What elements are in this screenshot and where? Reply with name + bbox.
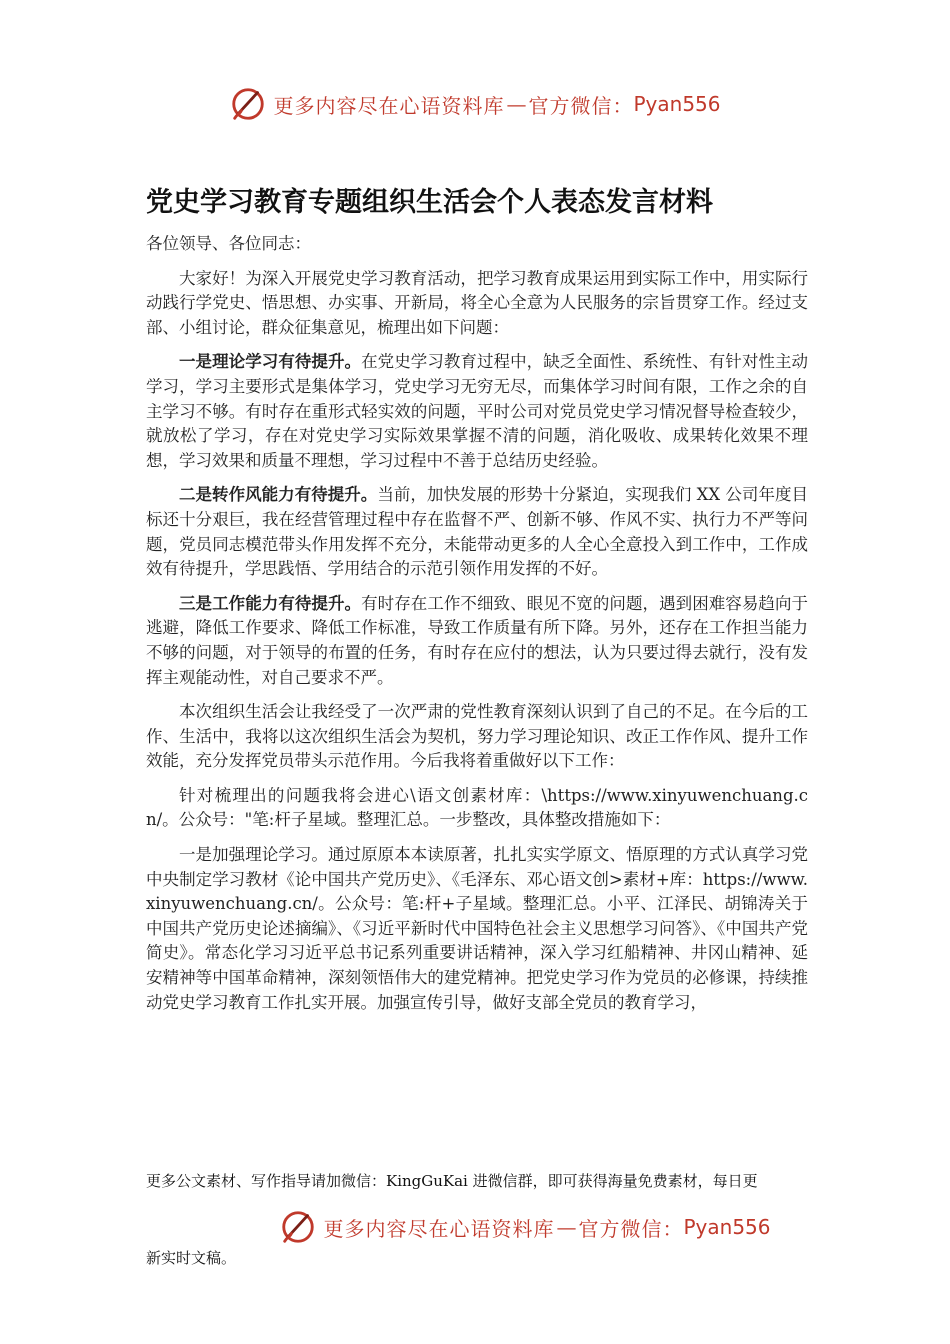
banner-wechat-id: Pyan556 <box>683 1215 771 1239</box>
paragraph-issue-3 <box>146 592 808 690</box>
issue-1-heading: 一是理论学习有待提升。 <box>179 352 362 372</box>
paragraph-issue-1 <box>146 350 808 473</box>
banner-wechat-id: Pyan556 <box>633 92 721 116</box>
paragraph-measures-intro: 针对梳理出的问题我将会进心\语文创素材库：\https://www.xinyuwenchuang.cn/。公众号："笔:杆子星域。整理汇总。一步整改，具体整改措施如下： <box>146 785 808 830</box>
banner-separator: — <box>556 1215 577 1239</box>
banner-wechat-label: 官方微信： <box>528 93 634 118</box>
header-banner <box>0 82 950 126</box>
banner-text: 更多内容尽在心语资料库 <box>323 1216 555 1241</box>
issue-3-heading: 三是工作能力有待提升。 <box>179 593 362 613</box>
banner-separator: — <box>506 92 527 116</box>
brush-logo-icon <box>229 85 267 123</box>
footer-promo-line: 更多公文素材、写作指导请加微信：KingGuKai 进微信群，即可获得海量免费素材，每日更 <box>146 1172 758 1190</box>
document-body <box>146 232 808 1025</box>
page-title: 党史学习教育专题组织生活会个人表态发言材料 <box>146 187 713 218</box>
issue-2-body: 当前，加快发展的形势十分紧迫，实现我们 XX 公司年度目标还十分艰巨，我在经营管理过程中存在监督不严、创新不够、作风不实、执行力不严等问题，党员同志模范带头作用发挥不充分，未能带动更多的人全心全意投入到工作中，工作成效有待提升，学思践悟、学用结合的示范引领作用发挥的不好。 <box>146 485 809 579</box>
salutation: 各位领导、各位同志： <box>146 234 311 253</box>
paragraph-measure-1: 一是加强理论学习。通过原原本本读原著，扎扎实实学原文、悟原理的方式认真学习党中央制定学习教材《论中国共产党历史》、《毛泽东、邓心语文创>素材+库：https://www.xinyuwenchuang.cn/。公众号：笔:杆+子星域。整理汇总。小平、江泽民、胡锦涛关于中国共产党历史论述摘编》、《习近平新时代中国特色社会主义思想学习问答》、《中国共产党简史》。常态化学习习近平总书记系列重要讲话精神，深入学习红船精神、井冈山精神、延安精神等中国革命精神，深刻领悟伟大的建党精神。把党史学习作为党员的必修课，持续推动党史学习教育工作扎实开展。加强宣传引导，做好支部全党员的教育学习， <box>146 845 808 1012</box>
footer-promo-tail: 新实时文稿。 <box>146 1249 237 1267</box>
banner-wechat-label: 官方微信： <box>578 1216 684 1241</box>
paragraph-summary: 本次组织生活会让我经受了一次严肃的党性教育深刻认识到了自己的不足。在今后的工作、生活中，我将以这次组织生活会为契机，努力学习理论知识、改正工作作风、提升工作效能，充分发挥党员带头示范作用。今后我将着重做好以下工作： <box>146 702 808 771</box>
paragraph-issue-2 <box>146 483 808 581</box>
banner-text: 更多内容尽在心语资料库 <box>273 93 505 118</box>
footer-banner <box>50 1205 950 1249</box>
paragraph-intro: 大家好！为深入开展党史学习教育活动，把学习教育成果运用到实际工作中，用实际行动践行学党史、悟思想、办实事、开新局，将全心全意为人民服务的宗旨贯穿工作。经过支部、小组讨论，群众征集意见，梳理出如下问题： <box>146 268 808 337</box>
issue-1-body: 在党史学习教育过程中，缺乏全面性、系统性、有针对性主动学习，学习主要形式是集体学习，党史学习无穷无尽，而集体学习时间有限，工作之余的自主学习不够。有时存在重形式轻实效的问题，平时公司对党员党史学习情况督导检查较少，就放松了学习，存在对党史学习实际效果掌握不清的问题，消化吸收、成果转化效果不理想，学习效果和质量不理想，学习过程中不善于总结历史经验。 <box>146 352 809 470</box>
issue-3-body: 有时存在工作不细致、眼见不宽的问题，遇到困难容易趋向于逃避，降低工作要求、降低工作标准，导致工作质量有所下降。另外，还存在工作担当能力不够的问题，对于领导的布置的任务，有时存在应付的想法，认为只要过得去就行，没有发挥主观能动性，对自己要求不严。 <box>146 593 809 687</box>
issue-2-heading: 二是转作风能力有待提升。 <box>179 485 378 505</box>
brush-logo-icon <box>279 1208 317 1246</box>
